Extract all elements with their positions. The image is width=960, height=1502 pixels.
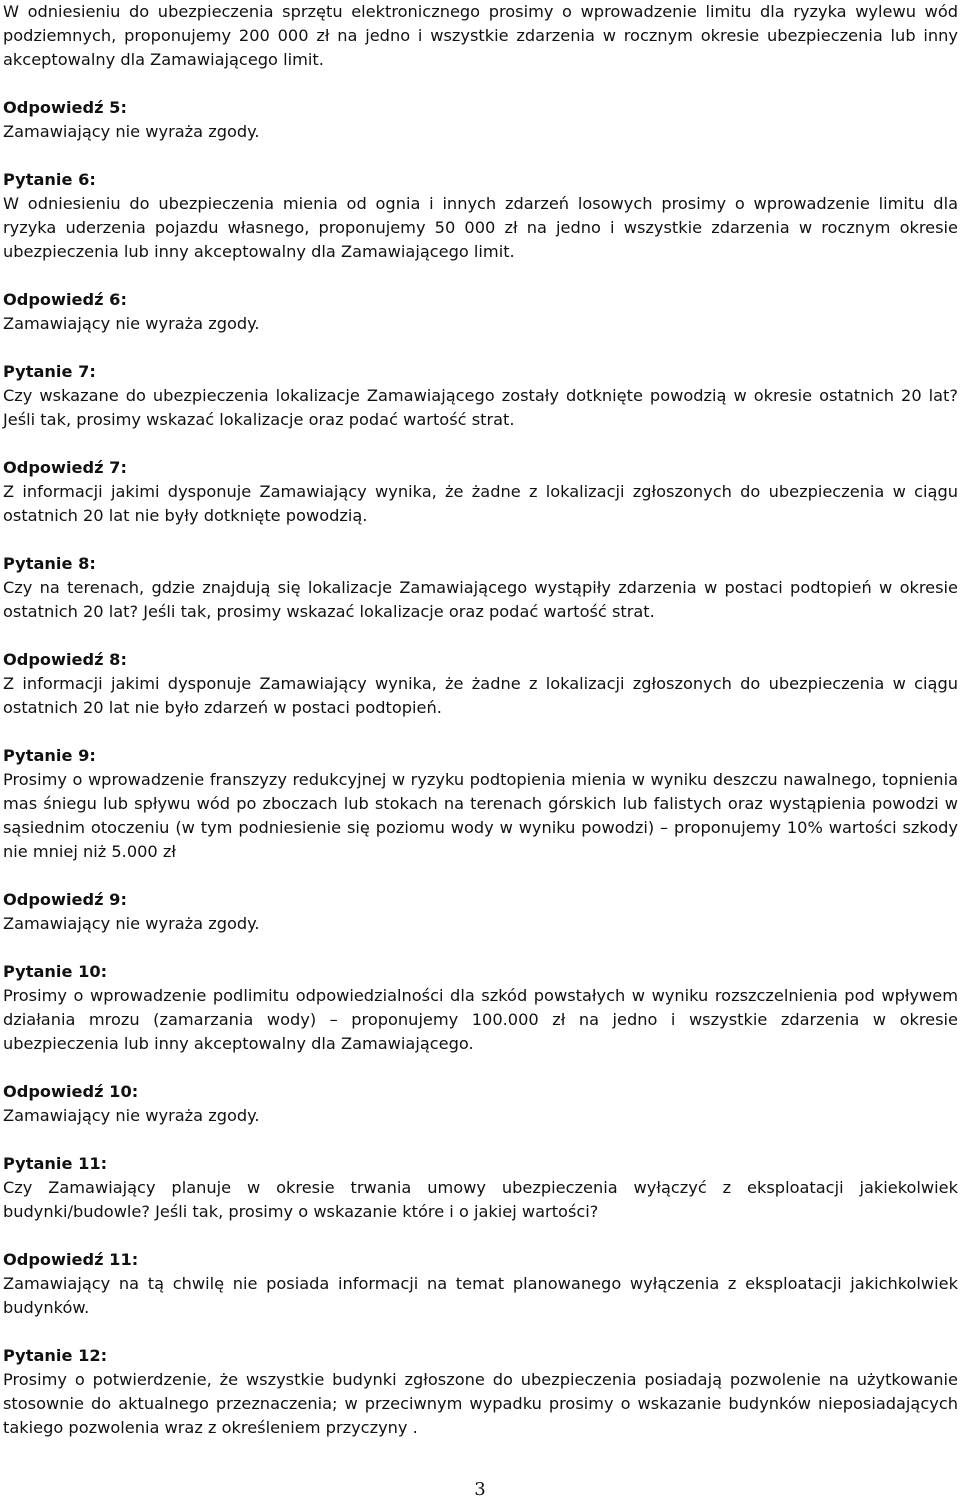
question-7-label: Pytanie 7:: [3, 362, 96, 381]
answer-7-text: Z informacji jakimi dysponuje Zamawiający wynika, że żadne z lokalizacji zgłoszonych do ubezpieczenia w ciągu ostatnich 20 lat nie były dotknięte powodzią.: [3, 482, 958, 525]
answer-9-label: Odpowiedź 9:: [3, 890, 127, 909]
answer-6-text: Zamawiający nie wyraża zgody.: [3, 314, 260, 333]
question-7-text: Czy wskazane do ubezpieczenia lokalizacje Zamawiającego zostały dotknięte powodzią w okresie ostatnich 20 lat? Jeśli tak, prosimy wskazać lokalizacje oraz podać wartość strat.: [3, 386, 958, 429]
answer-8: [3, 648, 958, 720]
question-9-text: Prosimy o wprowadzenie franszyzy redukcyjnej w ryzyku podtopienia mienia w wyniku deszczu nawalnego, topnienia mas śniegu lub spływu wód po zboczach lub stokach na terenach górskich lub falistych oraz wystąpienia powodzi w sąsiednim otoczeniu (w tym podniesienie się poziomu wody w wyniku powodzi) – proponujemy 10% wartości szkody nie mniej niż 5.000 zł: [3, 770, 958, 861]
question-12-text: Prosimy o potwierdzenie, że wszystkie budynki zgłoszone do ubezpieczenia posiadają pozwolenie na użytkowanie stosownie do aktualnego przeznaczenia; w przeciwnym wypadku prosimy o wskazanie budynków nieposiadających takiego pozwolenia wraz z określeniem przyczyny .: [3, 1370, 958, 1437]
answer-9: [3, 888, 958, 936]
answer-5: [3, 96, 958, 144]
question-10-label: Pytanie 10:: [3, 962, 108, 981]
question-11-label: Pytanie 11:: [3, 1154, 108, 1173]
question-10-text: Prosimy o wprowadzenie podlimitu odpowiedzialności dla szkód powstałych w wyniku rozszczelnienia pod wpływem działania mrozu (zamarzania wody) – proponujemy 100.000 zł na jedno i wszystkie zdarzenia w okresie ubezpieczenia lub inny akceptowalny dla Zamawiającego.: [3, 986, 958, 1053]
answer-9-text: Zamawiający nie wyraża zgody.: [3, 914, 260, 933]
answer-7: [3, 456, 958, 528]
answer-10-label: Odpowiedź 10:: [3, 1082, 139, 1101]
question-9: [3, 744, 958, 864]
answer-7-label: Odpowiedź 7:: [3, 458, 127, 477]
answer-8-text: Z informacji jakimi dysponuje Zamawiający wynika, że żadne z lokalizacji zgłoszonych do ubezpieczenia w ciągu ostatnich 20 lat nie było zdarzeń w postaci podtopień.: [3, 674, 958, 717]
answer-8-label: Odpowiedź 8:: [3, 650, 127, 669]
question-8-label: Pytanie 8:: [3, 554, 96, 573]
answer-6-label: Odpowiedź 6:: [3, 290, 127, 309]
question-9-label: Pytanie 9:: [3, 746, 96, 765]
intro-paragraph: W odniesieniu do ubezpieczenia sprzętu elektronicznego prosimy o wprowadzenie limitu dla ryzyka wylewu wód podziemnych, proponujemy 200 000 zł na jedno i wszystkie zdarzenia w rocznym okresie ubezpieczenia lub inny akceptowalny dla Zamawiającego limit.: [3, 2, 958, 69]
page-number: 3: [474, 1479, 486, 1500]
answer-11-text: Zamawiający na tą chwilę nie posiada informacji na temat planowanego wyłączenia z eksploatacji jakichkolwiek budynków.: [3, 1274, 958, 1317]
question-11-text: Czy Zamawiający planuje w okresie trwania umowy ubezpieczenia wyłączyć z eksploatacji jakiekolwiek budynki/budowle? Jeśli tak, prosimy o wskazanie które i o jakiej wartości?: [3, 1178, 958, 1221]
answer-10-text: Zamawiający nie wyraża zgody.: [3, 1106, 260, 1125]
question-6-label: Pytanie 6:: [3, 170, 96, 189]
answer-5-text: Zamawiający nie wyraża zgody.: [3, 122, 260, 141]
answer-10: [3, 1080, 958, 1128]
question-6-text: W odniesieniu do ubezpieczenia mienia od ognia i innych zdarzeń losowych prosimy o wprowadzenie limitu dla ryzyka uderzenia pojazdu własnego, proponujemy 50 000 zł na jedno i wszystkie zdarzenia w rocznym okresie ubezpieczenia lub inny akceptowalny dla Zamawiającego limit.: [3, 194, 958, 261]
question-11: [3, 1152, 958, 1224]
answer-5-label: Odpowiedź 5:: [3, 98, 127, 117]
question-7: [3, 360, 958, 432]
answer-6: [3, 288, 958, 336]
question-12-label: Pytanie 12:: [3, 1346, 108, 1365]
document-page: [3, 0, 958, 1464]
question-8: [3, 552, 958, 624]
answer-11: [3, 1248, 958, 1320]
question-6: [3, 168, 958, 264]
question-12: [3, 1344, 958, 1440]
question-8-text: Czy na terenach, gdzie znajdują się lokalizacje Zamawiającego wystąpiły zdarzenia w postaci podtopień w okresie ostatnich 20 lat? Jeśli tak, prosimy wskazać lokalizacje oraz podać wartość strat.: [3, 578, 958, 621]
answer-11-label: Odpowiedź 11:: [3, 1250, 139, 1269]
question-10: [3, 960, 958, 1056]
